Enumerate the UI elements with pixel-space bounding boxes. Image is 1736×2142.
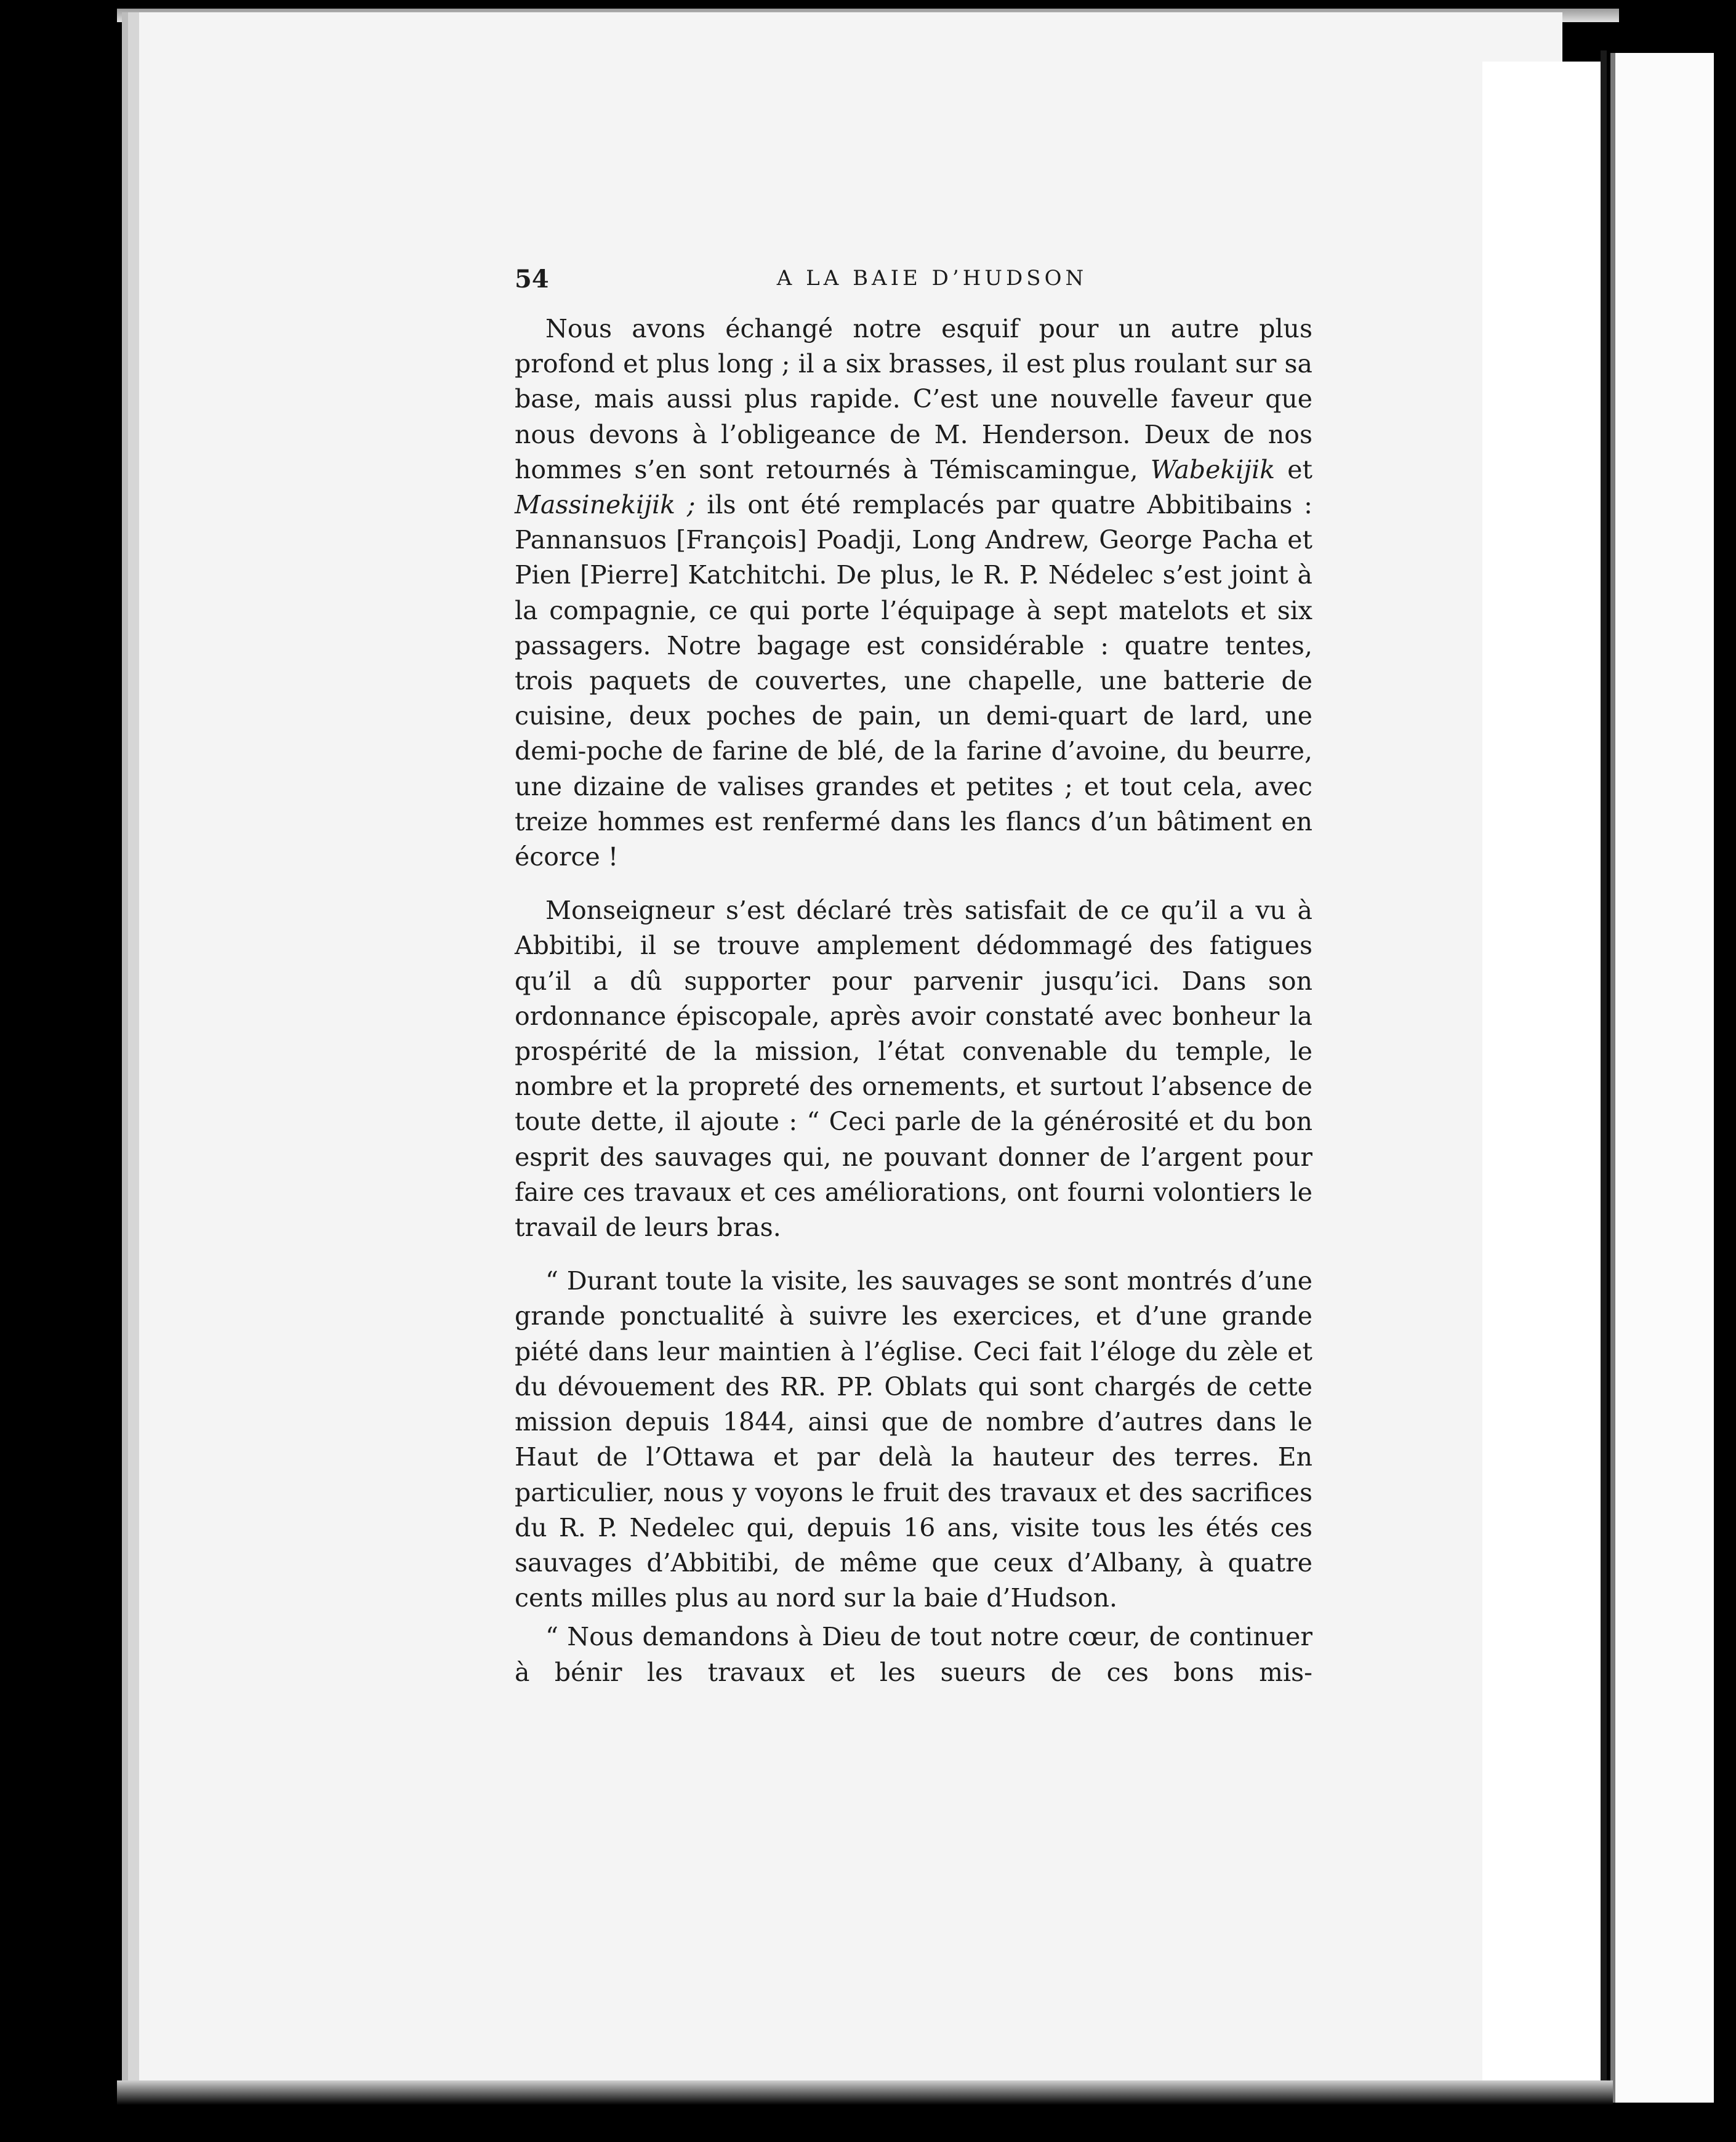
page-header [515, 265, 1312, 311]
paragraph-1 [515, 311, 1312, 875]
page-text-block [515, 265, 1312, 1690]
paragraph-1-name-1: Wabekijik [1150, 454, 1276, 484]
page-gutter-shadow [1601, 50, 1607, 2100]
next-page-sliver [1610, 53, 1714, 2103]
paragraph-1-part-1: Nous avons échangé notre esquif pour un autre plus profond et plus long ; il a six brasses, il est plus roulant sur sa base, mais aussi plus rapide. C’est une nouvelle faveur que nous devons à l’obligeance de M. Henderson. Deux de nos hommes s’en sont retournés à Témiscamingue, [515, 314, 1312, 484]
paragraph-1-name-2: Massinekijik ; [515, 490, 696, 520]
page-bottom-shadow [117, 2080, 1613, 2105]
paragraph-4: “ Nous demandons à Dieu de tout notre cœur, de continuer à bénir les travaux et les sueurs de ces bons mis- [515, 1622, 1312, 1687]
running-head: A LA BAIE D’HUDSON [776, 266, 1088, 291]
paragraph-1-part-2: et [1287, 454, 1312, 484]
paragraph-2: Monseigneur s’est déclaré très satisfait de ce qu’il a vu à Abbitibi, il se trouve amplement dédommagé des fatigues qu’il a dû supporter pour parvenir jusqu’ici. Dans son ordonnance épiscopale, après avoir constaté avec bonheur la prospérité de la mission, l’état convenable du temple, le nombre et la propreté des ornements, et surtout l’absence de toute dette, il ajoute : “ Ceci parle de la générosité et du bon esprit des sauvages qui, ne pouvant donner de l’argent pour faire ces travaux et ces améliorations, ont fourni volontiers le travail de leurs bras. [515, 896, 1312, 1243]
page-number: 54 [515, 265, 549, 294]
paragraph-3: “ Durant toute la visite, les sauvages se sont montrés d’une grande ponctualité à suivre les exercices, et d’une grande piété dans leur maintien à l’église. Ceci fait l’éloge du zèle et du dévouement des RR. PP. Oblats qui sont chargés de cette mission depuis 1844, ainsi que de nombre d’autres dans le Haut de l’Ottawa et par delà la hauteur des terres. En particulier, nous y voyons le fruit des travaux et des sacrifices du R. P. Nedelec qui, depuis 16 ans, visite tous les étés ces sauvages d’Abbitibi, de même que ceux d’Albany, à quatre cents milles plus au nord sur la baie d’Hudson. [515, 1266, 1312, 1613]
page-right-margin [1482, 62, 1605, 2093]
paragraph-1-part-3: ils ont été remplacés par quatre Abbitibains : Pannansuos [François] Poadji, Long Andrew, George Pacha et Pien [Pierre] Katchitchi. De plus, le R. P. Nédelec s’est joint à la compagnie, ce qui porte l’équipage à sept matelots et six passagers. Notre bagage est considérable : quatre tentes, trois paquets de couvertes, une chapelle, une batterie de cuisine, deux poches de pain, un demi-quart de lard, une demi-poche de farine de blé, de la farine d’avoine, du beurre, une dizaine de valises grandes et petites ; et tout cela, avec treize hommes est renfermé dans les flancs d’un bâtiment en écorce ! [515, 490, 1312, 872]
